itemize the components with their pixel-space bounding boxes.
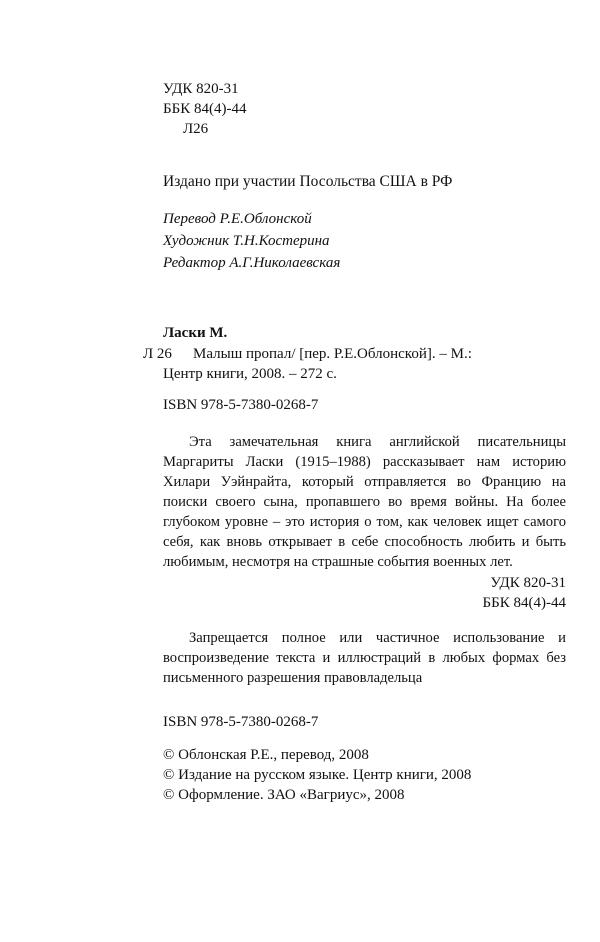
annotation [163, 432, 566, 572]
catalog-title: Малыш пропал/ [пер. Р.Е.Облонской]. – М.: [193, 346, 472, 362]
copyright-notice [163, 628, 566, 688]
copyright-notice-text: Запрещается полное или частичное использование и воспроизведение текста и иллюстраций в любых формах без письменного разрешения правовладельца [163, 630, 566, 686]
copyright-design: © Оформление. ЗАО «Вагриус», 2008 [163, 787, 405, 803]
credit-artist: Художник Т.Н.Костерина [163, 233, 330, 249]
catalog-publisher: Центр книги, 2008. – 272 с. [163, 366, 337, 382]
credit-translator: Перевод Р.Е.Облонской [163, 211, 312, 227]
annotation-text: Эта замечательная книга английской писательницы Маргариты Ласки (1915–1988) рассказывает нам историю Хилари Уэйнрайта, который отправляется во Францию на поиски своего сына, пропавшего во время войны. На более глубоком уровне – это история о том, как человек ищет самого себя, как вновь открывает в себе способность любить и быть любимым, несмотря на страшные события военных лет. [163, 434, 566, 570]
udk-code: УДК 820-31 [163, 81, 239, 97]
copyright-edition: © Издание на русском языке. Центр книги, 2008 [163, 767, 472, 783]
author-mark: Л26 [183, 121, 209, 137]
catalog-mark: Л 26 [143, 346, 172, 362]
bbk-code: ББК 84(4)-44 [163, 101, 247, 117]
published-with: Издано при участии Посольства США в РФ [163, 173, 453, 190]
bottom-bbk-code: ББК 84(4)-44 [482, 595, 566, 611]
bottom-isbn: ISBN 978-5-7380-0268-7 [163, 714, 319, 730]
bottom-udk-code: УДК 820-31 [490, 575, 566, 591]
credit-editor: Редактор А.Г.Николаевская [163, 255, 341, 271]
catalog-author: Ласки М. [163, 325, 228, 341]
copyright-translation: © Облонская Р.Е., перевод, 2008 [163, 747, 369, 763]
catalog-isbn: ISBN 978-5-7380-0268-7 [163, 397, 319, 413]
